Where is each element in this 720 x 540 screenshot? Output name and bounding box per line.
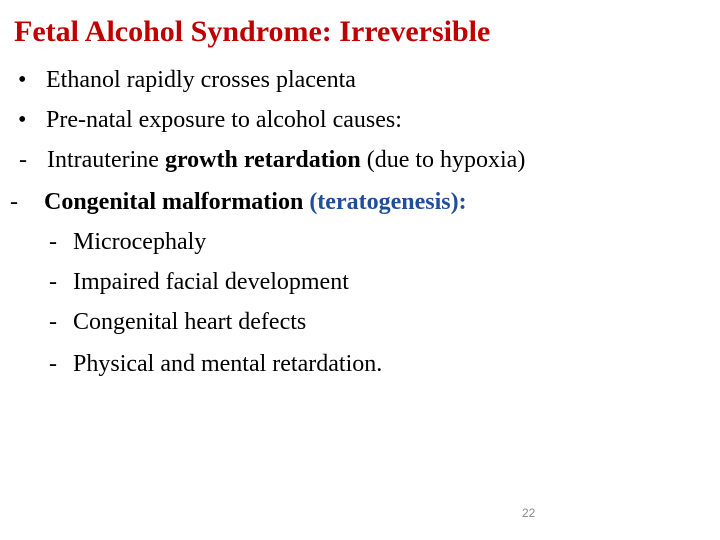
bullet-marker: • [18,67,27,93]
bullet-item [18,66,356,95]
dash-marker: - [49,309,57,335]
sub-list-text: Impaired facial development [73,269,349,295]
cause-growth-prefix: Intrauterine [47,147,165,173]
bullet-text: Pre-natal exposure to alcohol causes: [46,107,402,133]
sub-list-item [49,228,206,257]
cause-growth-suffix: (due to hypoxia) [360,147,526,173]
bullet-item [18,106,402,135]
sub-list-item [49,308,306,337]
sub-list-text: Physical and mental retardation. [73,351,383,377]
cause-growth-item [19,146,525,175]
slide-title: Fetal Alcohol Syndrome: Irreversible [14,15,491,48]
dash-marker: - [49,351,57,377]
dash-marker: - [49,229,57,255]
dash-marker: - [19,147,27,173]
dash-marker: - [10,189,18,215]
cause-growth-bold: growth retardation [164,147,361,173]
cause-malformation-bold: Congenital malformation [44,189,304,215]
sub-list-text: Congenital heart defects [73,309,307,335]
bullet-marker: • [18,107,27,133]
sub-list-item [49,268,349,297]
sub-list-text: Microcephaly [73,229,207,255]
cause-malformation-highlight: (teratogenesis): [309,189,467,215]
slide-number: 22 [522,506,536,520]
sub-list-item [49,350,382,379]
bullet-text: Ethanol rapidly crosses placenta [46,67,356,93]
cause-malformation-item [10,188,467,217]
dash-marker: - [49,269,57,295]
